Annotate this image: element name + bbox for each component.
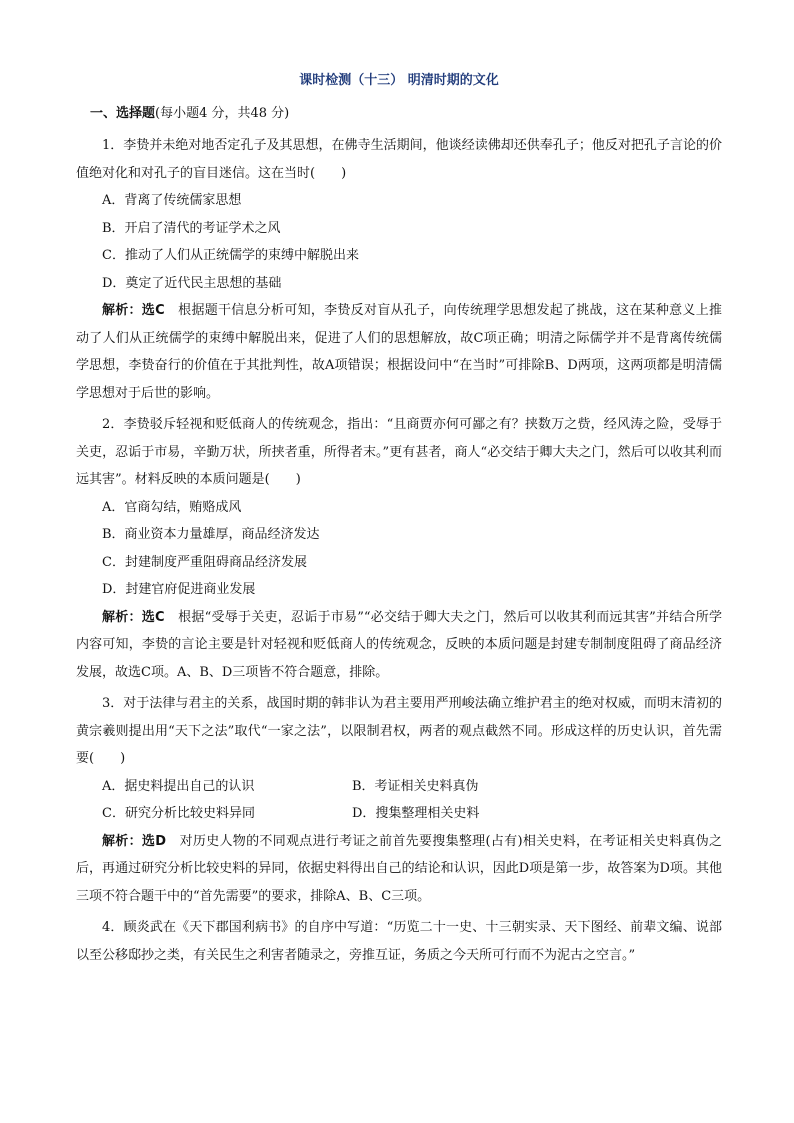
question-stem: 3．对于法律与君主的关系，战国时期的韩非认为君主要用严刑峻法确立维护君主的绝对权威，而明末清初的黄宗羲则提出用“天下之法”取代“一家之法”，以限制君权，两者的观点截然不同。形成这样的历史认识，首先需要( ) xyxy=(76,696,722,766)
question-4 xyxy=(76,914,722,969)
analysis-label: 解析：选D xyxy=(102,833,166,849)
option-c: C．推动了人们从正统儒学的束缚中解脱出来 xyxy=(102,248,359,263)
option-b: B．考证相关史料真伪 xyxy=(352,778,479,794)
analysis-text: 根据“受辱于关吏，忍诟于市易”“必交结于卿大夫之门，然后可以收其利而远其害”并结合所学内容可知，李贽的言论主要是针对轻视和贬低商人的传统观念，反映的本质问题是封建专制制度阻碍了商品经济发展，故选C项。A、B、D三项皆不符合题意，排除。 xyxy=(76,609,722,680)
analysis xyxy=(76,604,722,687)
question-2 xyxy=(76,411,722,686)
section-heading xyxy=(90,104,722,123)
question-stem: 4．顾炎武在《天下郡国利病书》的自序中写道：“历览二十一史、十三朝实录、天下图经、前辈文编、说部以至公移邸抄之类，有关民生之利害者随录之，旁推互证，务质之今天所可行而不为泥古之空言。” xyxy=(76,920,722,963)
question-1 xyxy=(76,132,722,407)
question-stem: 1．李贽并未绝对地否定孔子及其思想，在佛寺生活期间，他谈经读佛却还供奉孔子；他反对把孔子言论的价值绝对化和对孔子的盲目迷信。这在当时( ) xyxy=(76,138,722,181)
option-a: A．背离了传统儒家思想 xyxy=(102,193,242,208)
analysis-text: 对历史人物的不同观点进行考证之前首先要搜集整理(占有)相关史料，在考证相关史料真伪之后，再通过研究分析比较史料的异同，依据史料得出自己的结论和认识，因此D项是第一步，故答案为D项。其他三项不符合题干中的“首先需要”的要求，排除A、B、C三项。 xyxy=(76,833,722,904)
question-stem: 2．李贽驳斥轻视和贬低商人的传统观念，指出：“且商贾亦何可鄙之有？挟数万之赀，经风涛之险，受辱于关吏，忍诟于市易，辛勤万状，所挟者重，所得者末。”更有甚者，商人“必交结于卿大夫之门，然后可以收其利而远其害”。材料反映的本质问题是( ) xyxy=(76,417,722,487)
option-a: A．官商勾结，贿赂成风 xyxy=(102,499,242,515)
page-title: 课时检测（十三） 明清时期的文化 xyxy=(299,73,499,88)
analysis-text: 根据题干信息分析可知，李贽反对盲从孔子，向传统理学思想发起了挑战，这在某种意义上推动了人们从正统儒学的束缚中解脱出来，促进了人们的思想解放，故C项正确；明清之际儒学并不是背离传统儒学思想，李贽奋行的价值在于其批判性，故A项错误；根据设问中“在当时”可排除B、D两项，这两项都是明清儒学思想对于后世的影响。 xyxy=(76,303,722,401)
question-3 xyxy=(76,690,722,910)
option-d: D．奠定了近代民主思想的基础 xyxy=(102,275,282,291)
analysis xyxy=(76,828,722,911)
option-row xyxy=(102,773,722,801)
option-a: A．据史料提出自己的认识 xyxy=(102,778,255,794)
document-page xyxy=(76,72,722,969)
option-c: C．封建制度严重阻碍商品经济发展 xyxy=(102,554,307,570)
option-d: D．搜集整理相关史料 xyxy=(352,806,480,821)
analysis-label: 解析：选C xyxy=(102,303,165,318)
section-label: 一、选择题 xyxy=(90,106,156,121)
option-row xyxy=(102,800,722,828)
analysis-label: 解析：选C xyxy=(102,609,165,625)
option-d: D．封建官府促进商业发展 xyxy=(102,582,256,597)
option-b: B．商业资本力量雄厚，商品经济发达 xyxy=(102,527,320,542)
option-b: B．开启了清代的考证学术之风 xyxy=(102,220,281,236)
option-c: C．研究分析比较史料异同 xyxy=(102,806,255,821)
section-note: (每小题4 分，共48 分) xyxy=(155,106,290,121)
analysis xyxy=(76,297,722,407)
